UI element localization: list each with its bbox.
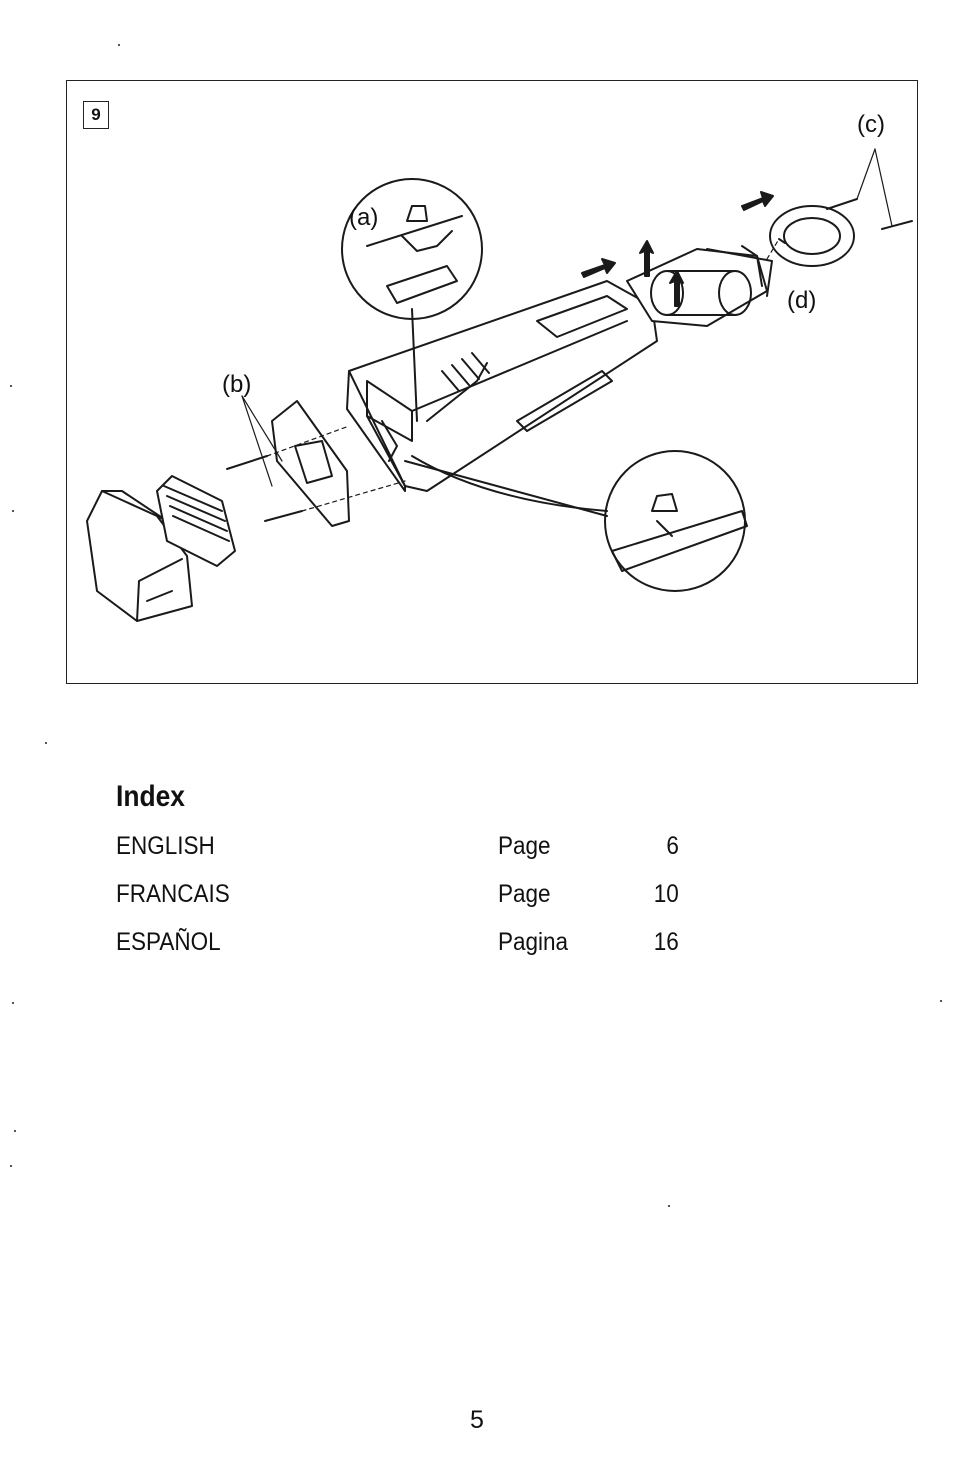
index-page-number: 16 [653,928,679,956]
callout-a: (a) [349,204,379,231]
figure-frame [66,80,918,684]
index-page-label: Page [498,880,551,908]
callout-c: (c) [857,111,885,138]
end-cap [770,206,854,266]
index-page-label: Page [498,832,551,860]
index-title: Index [116,780,185,813]
callout-d: (d) [787,287,817,314]
scan-speck [14,1130,16,1132]
mounting-plate [272,401,349,526]
callout-b: (b) [222,371,252,398]
scan-speck [12,1002,14,1004]
scan-speck [940,1000,942,1002]
index-language: FRANCAIS [116,880,230,908]
shaver-disassembly-diagram [67,81,919,685]
scan-speck [12,510,14,512]
scan-speck [10,385,12,387]
index-page-label: Pagina [498,928,569,956]
page-number: 5 [470,1406,484,1434]
scan-speck [118,44,120,46]
index-language: ENGLISH [116,832,215,860]
scan-speck [668,1205,670,1207]
scan-speck [10,1165,12,1167]
index-page-number: 10 [653,880,679,908]
scan-speck [45,742,47,744]
index-page-number: 6 [666,832,679,860]
index-language: ESPAÑOL [116,928,221,956]
index-row [0,880,954,912]
figure-number: 9 [83,101,109,129]
index-row [0,928,954,960]
index-row [0,832,954,864]
